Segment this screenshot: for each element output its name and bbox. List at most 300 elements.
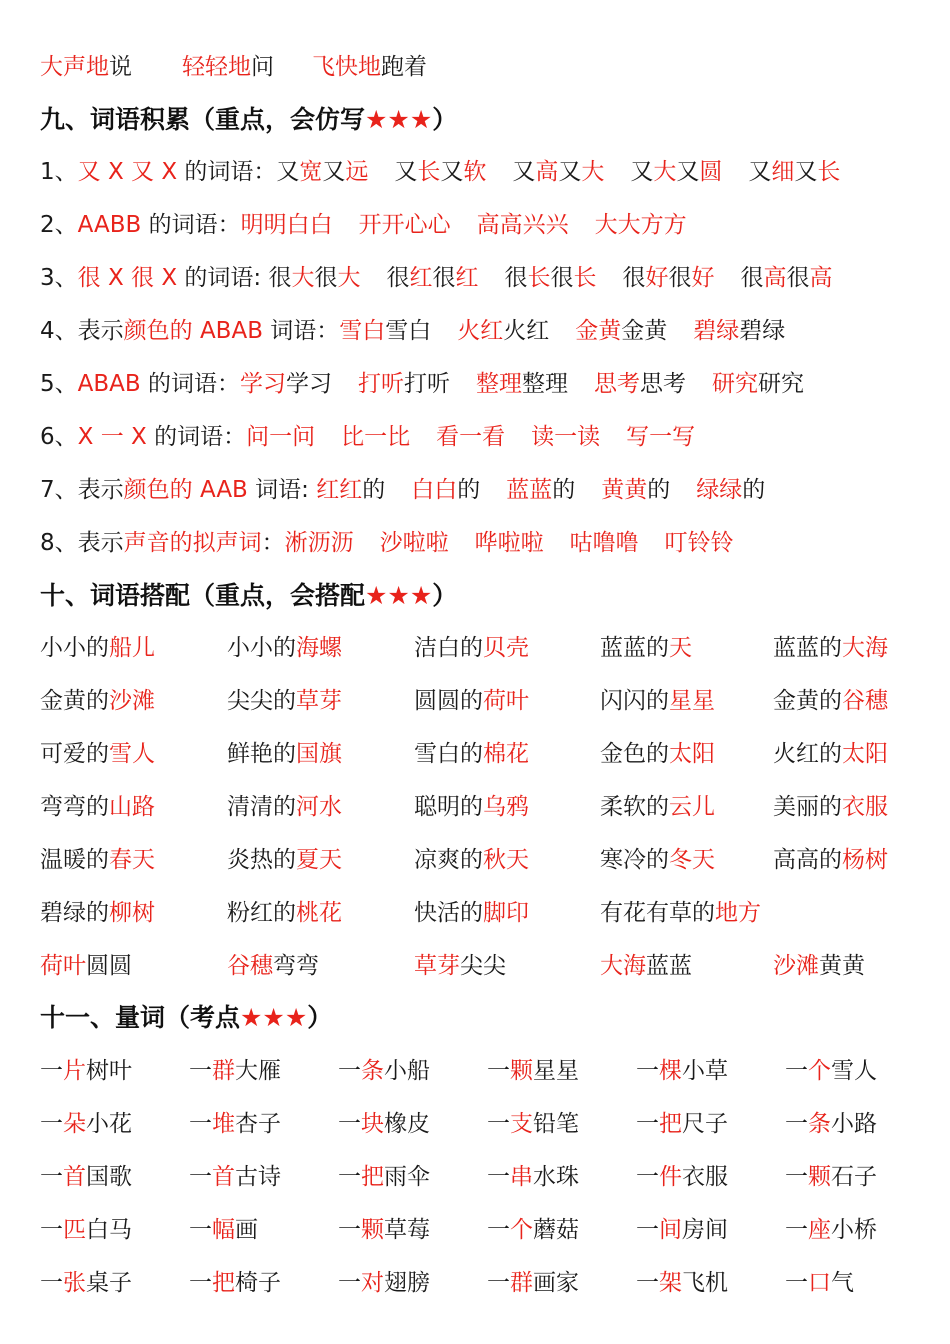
modifier: 鲜艳的 [227,741,296,767]
noun: 杏子 [235,1111,281,1137]
measure-phrase [636,1215,728,1245]
numeral: 一 [636,1270,659,1296]
word-char: 很 [268,265,292,291]
noun: 秋天 [483,847,529,873]
measure-word: 串 [510,1164,533,1190]
numeral: 一 [338,1164,361,1190]
noun: 脚印 [483,900,529,926]
numeral: 一 [636,1164,659,1190]
noun: 星星 [533,1058,579,1084]
word-char: 好 [645,265,669,291]
collocation [600,951,692,981]
noun: 海螺 [296,635,342,661]
word-char: 大 [337,265,361,291]
collocation [773,792,888,822]
noun: 夏天 [296,847,342,873]
noun: 河水 [296,794,342,820]
line-pattern: 很 X 很 X [77,265,178,291]
line-number: 7、 [40,477,78,503]
word-char: 很 [740,265,764,291]
heading-text: 十一、量词（考点 [40,1003,241,1032]
collocation [600,633,692,663]
measure-phrase [487,1162,579,1192]
word-char: 又 [794,159,818,185]
measure-word: 把 [361,1164,384,1190]
modifier: 黄黄 [819,953,865,979]
collocation [414,739,529,769]
noun: 雨伞 [384,1164,430,1190]
collocation [414,792,529,822]
noun: 谷穗 [227,953,273,979]
line-suffix: 词语： [262,318,340,344]
measure-word: 支 [510,1111,533,1137]
word: 开开心心 [358,212,451,238]
modifier: 温暖的 [40,847,109,873]
word-char: 大 [653,159,677,185]
heading-close: ） [432,105,458,134]
measure-word: 间 [659,1217,682,1243]
modifier: 圆圆的 [414,688,483,714]
noun: 春天 [109,847,155,873]
modifier: 小小的 [227,635,296,661]
word: 看一看 [436,424,506,450]
modifier: 蓝蓝 [646,953,692,979]
numeral: 一 [785,1058,808,1084]
star-rating: ★★★ [240,1003,308,1032]
word-char: 很 [504,265,528,291]
measure-word: 群 [212,1058,235,1084]
modifier: 清清的 [227,794,296,820]
modifier: 弯弯 [273,953,319,979]
numeral: 一 [40,1217,63,1243]
measure-phrase [40,1056,132,1086]
measure-word: 幅 [212,1217,235,1243]
line-prefix: 表示 [77,530,124,556]
noun: 飞机 [682,1270,728,1296]
word-char: 很 [622,265,646,291]
line-number: 4、 [40,318,78,344]
measure-phrase [338,1056,430,1086]
collocation [773,845,888,875]
word: 写一写 [626,424,696,450]
measure-phrase [189,1268,281,1298]
measure-word: 个 [808,1058,831,1084]
word-black: 火红 [503,318,550,344]
collocation [227,898,342,928]
collocation [600,792,715,822]
line-pattern: 又 X 又 X [77,159,178,185]
word-red: 蓝蓝 [506,477,553,503]
word-black: 的 [457,477,481,503]
measure-phrase [189,1215,258,1245]
heading-close: ） [307,1003,333,1032]
word-char: 又 [630,159,654,185]
collocation [414,898,529,928]
word-black: 打听 [403,371,450,397]
modifier: 尖尖 [460,953,506,979]
accumulation-line-2 [40,210,687,240]
word-char: 很 [314,265,338,291]
collocation [414,951,506,981]
measure-word: 首 [212,1164,235,1190]
line-number: 2、 [40,212,78,238]
numeral: 一 [40,1058,63,1084]
noun: 地方 [715,900,761,926]
line-pattern: 颜色的 AAB [123,477,248,503]
word-char: 高 [535,159,559,185]
line-pattern: X 一 X [77,424,147,450]
word: 明明白白 [240,212,333,238]
line-suffix: 的词语： [141,212,241,238]
numeral: 一 [189,1217,212,1243]
numeral: 一 [189,1164,212,1190]
measure-word: 条 [361,1058,384,1084]
noun: 翅膀 [384,1270,430,1296]
noun: 水珠 [533,1164,579,1190]
line-number: 5、 [40,371,78,397]
noun: 乌鸦 [483,794,529,820]
collocation [227,792,342,822]
word: 淅沥沥 [284,530,354,556]
line-number: 3、 [40,265,78,291]
modifier: 弯弯的 [40,794,109,820]
collocation [40,633,155,663]
noun: 山路 [109,794,155,820]
modifier: 快活的 [414,900,483,926]
word-red: 研究 [711,371,758,397]
word-black: 雪白 [385,318,432,344]
measure-word: 朵 [63,1111,86,1137]
section-11-heading [40,1002,332,1034]
noun: 船儿 [109,635,155,661]
measure-phrase [338,1109,430,1139]
modifier: 金黄的 [40,688,109,714]
word-char: 很 [432,265,456,291]
word-red: 雪白 [339,318,386,344]
collocation [40,739,155,769]
noun: 小桥 [831,1217,877,1243]
noun: 星星 [669,688,715,714]
noun: 椅子 [235,1270,281,1296]
measure-phrase [487,1056,579,1086]
line-suffix: 的词语: [177,265,269,291]
word-char: 高 [763,265,787,291]
noun: 树叶 [86,1058,132,1084]
star-rating: ★★★ [365,581,433,610]
word-red: 白白 [411,477,458,503]
modifier: 美丽的 [773,794,842,820]
numeral: 一 [636,1111,659,1137]
collocation [600,686,715,716]
line-suffix: 词语: [247,477,317,503]
word-red: 整理 [475,371,522,397]
accumulation-line-7 [40,475,765,505]
measure-word: 匹 [63,1217,86,1243]
noun: 谷穗 [842,688,888,714]
measure-phrase [338,1268,430,1298]
noun: 古诗 [235,1164,281,1190]
noun: 国歌 [86,1164,132,1190]
modifier: 粉红的 [227,900,296,926]
modifier: 可爱的 [40,741,109,767]
modifier: 金色的 [600,741,669,767]
noun: 雪人 [109,741,155,767]
word-red: 红红 [316,477,363,503]
measure-word: 堆 [212,1111,235,1137]
numeral: 一 [785,1270,808,1296]
section-10-heading [40,580,457,612]
heading-text: 十、词语搭配（重点，会搭配 [40,581,366,610]
numeral: 一 [785,1217,808,1243]
word-char: 大 [291,265,315,291]
phrase-red: 大声地 [40,54,109,80]
modifier: 蓝蓝的 [600,635,669,661]
noun: 冬天 [669,847,715,873]
modifier: 金黄的 [773,688,842,714]
measure-word: 颗 [510,1058,533,1084]
measure-phrase [785,1215,877,1245]
collocation [773,686,888,716]
word-black: 的 [552,477,576,503]
measure-phrase [785,1268,854,1298]
word-char: 大 [581,159,605,185]
noun: 荷叶 [40,953,86,979]
word-char: 又 [322,159,346,185]
collocation [227,739,342,769]
word-char: 很 [386,265,410,291]
collocation [600,845,715,875]
numeral: 一 [636,1058,659,1084]
measure-phrase [40,1215,132,1245]
word: 比一比 [341,424,411,450]
collocation [227,951,319,981]
measure-word: 口 [808,1270,831,1296]
word-char: 细 [771,159,795,185]
noun: 大雁 [235,1058,281,1084]
noun: 棉花 [483,741,529,767]
measure-phrase [487,1268,579,1298]
modifier: 聪明的 [414,794,483,820]
collocation [600,898,761,928]
word-black: 金黄 [621,318,668,344]
numeral: 一 [338,1111,361,1137]
numeral: 一 [338,1217,361,1243]
measure-phrase [636,1056,728,1086]
noun: 太阳 [842,741,888,767]
line-pattern: ABAB [77,371,141,397]
word-char: 长 [573,265,597,291]
noun: 大海 [600,953,646,979]
measure-word: 颗 [808,1164,831,1190]
measure-phrase [40,1268,132,1298]
noun: 铅笔 [533,1111,579,1137]
modifier: 小小的 [40,635,109,661]
measure-word: 棵 [659,1058,682,1084]
collocation [414,633,529,663]
word: 哗啦啦 [474,530,544,556]
line-suffix: ： [261,530,285,556]
line-number: 6、 [40,424,78,450]
noun: 衣服 [682,1164,728,1190]
numeral: 一 [785,1164,808,1190]
word-black: 研究 [757,371,804,397]
word-char: 软 [463,159,487,185]
word: 沙啦啦 [379,530,449,556]
modifier: 凉爽的 [414,847,483,873]
accumulation-line-4 [40,316,785,346]
word-char: 长 [527,265,551,291]
heading-close: ） [432,581,458,610]
modifier: 有花有草的 [600,900,715,926]
word-red: 火红 [457,318,504,344]
collocation [773,633,888,663]
measure-phrase [636,1109,728,1139]
word-red: 碧绿 [693,318,740,344]
modifier: 炎热的 [227,847,296,873]
noun: 贝壳 [483,635,529,661]
measure-word: 个 [510,1217,533,1243]
word-char: 长 [817,159,841,185]
line-suffix: 的词语： [146,424,247,450]
word-char: 又 [748,159,772,185]
noun: 白马 [86,1217,132,1243]
measure-phrase [636,1162,728,1192]
modifier: 闪闪的 [600,688,669,714]
modifier: 寒冷的 [600,847,669,873]
word-char: 又 [558,159,582,185]
collocation [40,845,155,875]
collocation [40,686,155,716]
measure-word: 首 [63,1164,86,1190]
measure-word: 件 [659,1164,682,1190]
numeral: 一 [40,1164,63,1190]
measure-phrase [487,1109,579,1139]
word-char: 好 [691,265,715,291]
measure-phrase [189,1162,281,1192]
noun: 石子 [831,1164,877,1190]
measure-word: 颗 [361,1217,384,1243]
numeral: 一 [636,1217,659,1243]
numeral: 一 [40,1270,63,1296]
word-char: 又 [394,159,418,185]
noun: 太阳 [669,741,715,767]
noun: 柳树 [109,900,155,926]
noun: 橡皮 [384,1111,430,1137]
noun: 桃花 [296,900,342,926]
measure-phrase [189,1109,281,1139]
measure-word: 块 [361,1111,384,1137]
modifier: 蓝蓝的 [773,635,842,661]
word-black: 整理 [521,371,568,397]
word-red: 金黄 [575,318,622,344]
word: 大大方方 [594,212,687,238]
line-prefix: 表示 [77,477,124,503]
noun: 气 [831,1270,854,1296]
numeral: 一 [487,1164,510,1190]
noun: 雪人 [831,1058,877,1084]
measure-word: 张 [63,1270,86,1296]
collocation [773,739,888,769]
word-red: 打听 [357,371,404,397]
measure-word: 座 [808,1217,831,1243]
measure-word: 对 [361,1270,384,1296]
accumulation-line-5 [40,369,804,399]
accumulation-line-1 [40,157,840,187]
modifier: 洁白的 [414,635,483,661]
word: 读一读 [531,424,601,450]
word-char: 很 [550,265,574,291]
word-char: 很 [668,265,692,291]
noun: 杨树 [842,847,888,873]
phrase-black: 跑着 [381,54,427,80]
phrase-red: 飞快地 [312,54,381,80]
word-char: 又 [676,159,700,185]
word-char: 宽 [299,159,323,185]
noun: 云儿 [669,794,715,820]
collocation [40,792,155,822]
phrase-red: 轻轻地 [182,54,251,80]
numeral: 一 [487,1111,510,1137]
noun: 衣服 [842,794,888,820]
word-char: 高 [809,265,833,291]
noun: 草莓 [384,1217,430,1243]
accumulation-line-6 [40,422,695,452]
word-red: 绿绿 [696,477,743,503]
measure-word: 架 [659,1270,682,1296]
word-black: 学习 [285,371,332,397]
measure-word: 条 [808,1111,831,1137]
noun: 天 [669,635,692,661]
numeral: 一 [338,1270,361,1296]
measure-phrase [338,1162,430,1192]
collocation [414,686,529,716]
collocation [600,739,715,769]
word-red: 思考 [593,371,640,397]
line-number: 8、 [40,530,78,556]
noun: 沙滩 [109,688,155,714]
collocation [227,633,342,663]
noun: 桌子 [86,1270,132,1296]
measure-phrase [40,1162,132,1192]
line-suffix: 的词语： [177,159,277,185]
line-number: 1、 [40,159,78,185]
word: 问一问 [246,424,316,450]
measure-word: 把 [212,1270,235,1296]
noun: 小草 [682,1058,728,1084]
noun: 尺子 [682,1111,728,1137]
phrase-black: 问 [251,54,274,80]
word-black: 的 [647,477,671,503]
measure-phrase [785,1162,877,1192]
word: 叮铃铃 [664,530,734,556]
collocation [773,951,865,981]
noun: 国旗 [296,741,342,767]
noun: 小路 [831,1111,877,1137]
modifier: 火红的 [773,741,842,767]
word-red: 黄黄 [601,477,648,503]
word-char: 远 [345,159,369,185]
measure-phrase [785,1109,877,1139]
word-black: 思考 [639,371,686,397]
numeral: 一 [487,1217,510,1243]
word-black: 的 [362,477,386,503]
phrase-black: 说 [109,54,132,80]
line-prefix: 表示 [77,318,124,344]
section-9-heading [40,104,457,136]
noun: 房间 [682,1217,728,1243]
modifier: 高高的 [773,847,842,873]
numeral: 一 [40,1111,63,1137]
